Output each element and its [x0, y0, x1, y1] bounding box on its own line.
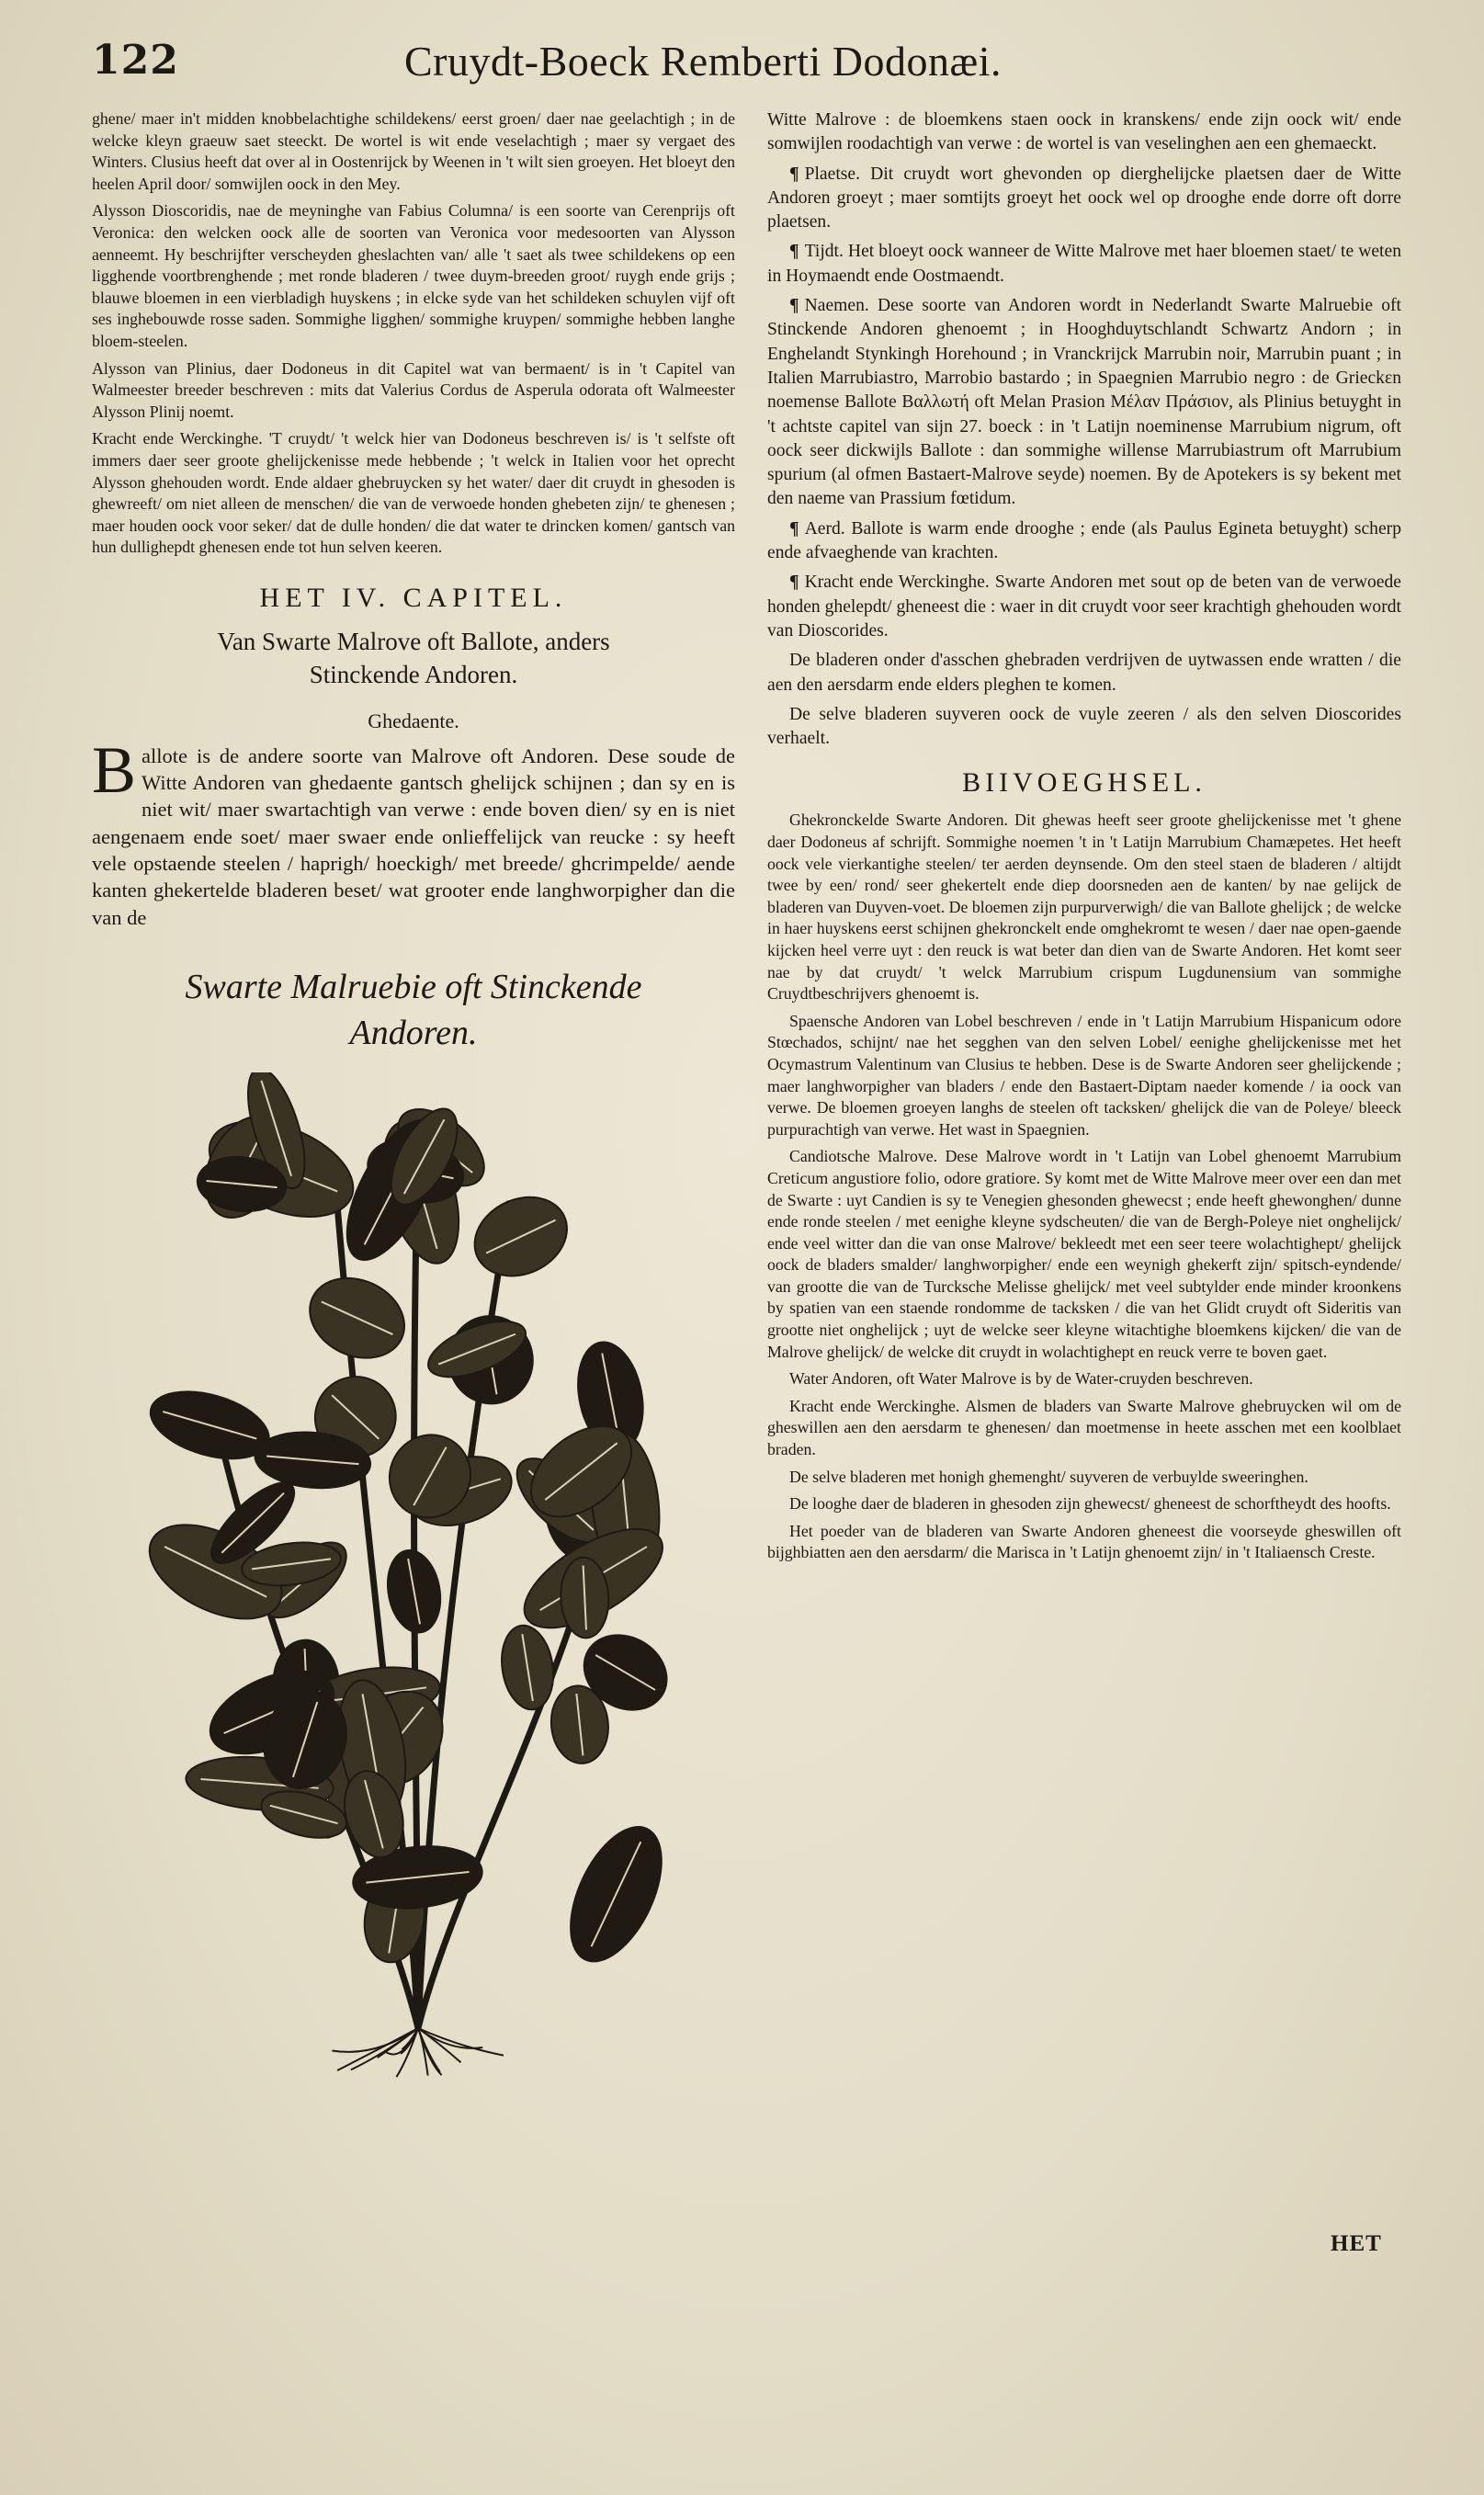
- plate-title: [92, 964, 735, 1056]
- plate-title-line-2: Andoren.: [349, 1013, 478, 1052]
- bijvoegsel-paragraph: De selve bladeren met honigh ghemenght/ suyveren de verbuylde sweeringhen.: [789, 1467, 1308, 1486]
- left-opening-text: [92, 108, 735, 559]
- left-paragraph: Kracht ende Werckinghe. 'T cruydt/ 't welck hier van Dodoneus beschreven is/ is 't selfste oft immers daer seer groote ghelijckenisse mede hebbende ; 't welck in Italien voor het oprecht Alysson ghehouden wordt. Ende aldaer ghebruycken sy het water/ daer dit cruydt in ghesoden is ghewreeft/ om niet alleen de menschen/ die van de verwoede honden ghebeten zijn/ te ghenesen ; maer houden oock voor seker/ dat de dulle honden/ die dat water te drincken komen/ gantsch van hun dullighepdt ghenesen ende tot hun selven keeren.: [92, 429, 735, 557]
- page-header: [92, 37, 1406, 101]
- right-paragraph: [767, 649, 1401, 697]
- bijvoegsel-heading: BIIVOEGHSEL.: [962, 767, 1206, 799]
- right-column: [767, 108, 1401, 1570]
- chapter-heading: HET IV. CAPITEL.: [259, 582, 568, 613]
- right-paragraph: [767, 240, 1401, 289]
- right-paragraph: [767, 294, 1401, 512]
- right-opening-text: Witte Malrove : de bloemkens staen oock in kranskens/ ende zijn oock wit/ ende somwijlen roodachtigh van verwe : de wortel is van veselinghen aen een ghemaeckt.: [767, 110, 1401, 154]
- right-paragraph-text: Plaetse. Dit cruydt wort ghevonden op dierghelijcke plaetsen daer de Witte Andoren groeyt ; maer somtijts groeyt het oock wel op drooghe ende dorre oft dorre plaetsen.: [767, 164, 1401, 232]
- bijvoegsel-paragraph: Spaensche Andoren van Lobel beschreven / ende in 't Latijn Marrubium Hispanicum odore Stœchados, schijnt/ nae het segghen van den selven Lobel/ eenighe ghelijckenisse met het Ocymastrum Valentinum van Clusius te hebben. Dese is de Swarte Andoren seer ghelijckende ; maer langhworpigher van bladers / ende den Bastaert-Diptam naeder komende / ia oock van verwe. De bloemen groeyen langhs de steelen oft tacksken/ ghelijck die van de Poleye/ bleeck purpurachtigh van verwe. Het wast in Spaegnien.: [767, 1011, 1401, 1139]
- section-ghedaente: Ghedaente.: [368, 709, 459, 732]
- right-paragraph-text: Aerd. Ballote is warm ende drooghe ; ende (als Paulus Egineta betuyght) scherp ende afvaeghende van krachten.: [767, 518, 1401, 563]
- right-paragraph: [767, 163, 1401, 235]
- right-paragraph-text: Kracht ende Werckinghe. Swarte Andoren met sout op de beten van de verwoede honden ghelepdt/ gheneest die : waer in dit cruydt voor seer krachtigh ghehouden wordt van Dioscorides.: [767, 573, 1401, 641]
- drop-capital: B: [92, 732, 137, 807]
- chapter-subtitle: [92, 625, 735, 691]
- page-number: 122: [92, 37, 179, 84]
- bijvoegsel-paragraph: Kracht ende Werckinghe. Alsmen de bladers van Swarte Malrove ghebruycken wil om de gheswillen aen den aersdarm te ghenesen/ dan moetmense in heete asschen met een koolblaet braden.: [767, 1396, 1401, 1459]
- right-paragraph: [767, 571, 1401, 643]
- bijvoegsel-paragraph: De looghe daer de bladeren in ghesoden zijn ghewecst/ gheneest de schorftheydt des hoofts.: [789, 1494, 1391, 1514]
- pilcrow-mark: ¶: [789, 573, 799, 593]
- plate-title-line-1: Swarte Malruebie oft Stinckende: [185, 967, 642, 1006]
- catchword: HET: [1331, 2231, 1382, 2256]
- right-paragraph-text: De bladeren onder d'asschen ghebraden verdrijven de uytwassen ende wratten / die aen den aersdarm ende elders pleghen te komen.: [767, 651, 1401, 695]
- bijvoegsel-paragraphs: [767, 810, 1401, 1564]
- bijvoegsel-paragraph: Het poeder van de bladeren van Swarte Andoren gheneest die voorseyde gheswillen oft bijghbiatten aen den aersdarm/ die Marisca in 't Latijn ghenoemt zijn/ in 't Italiaensch Creste.: [767, 1521, 1401, 1562]
- right-paragraph-text: De selve bladeren suyveren oock de vuyle zeeren / als den selven Dioscorides verhaelt.: [767, 704, 1401, 749]
- left-paragraph: ghene/ maer in't midden knobbelachtighe schildekens/ eerst groen/ daer nae geelachtigh ; in de welcke kleyn graeuw saet steeckt. De wortel is wit ende veselachtigh ; maer sy vergaet des Winters. Clusius heeft dat over al in Oostenrijck by Weenen in 't wilt sien groeyen. Het bloeyt den heelen April door/ somwijlen oock in den Mey.: [92, 109, 735, 193]
- left-paragraph: Alysson Dioscoridis, nae de meyninghe van Fabius Columna/ is een soorte van Cerenprijs oft Veronica: den welcken oock alle de soorten van Veronica voor medesoorten van Alysson aenneemt. Hy beschrijfter verscheyden gheslachten van/ alle 't saet als twee schildekens op een ligghende voortbrenghende ; met ronde bladeren / twee duym-breeden groot/ ruygh ende grijs ; blauwe bloemen in een vierbladigh huyskens ; in elcke syde van het schildeken schuylen vijf oft ses inghebouwde rosse saden. Sommighe ligghen/ sommighe kruypen/ sommighe hebben langhe bloem-steelen.: [92, 201, 735, 350]
- chapter-subtitle-line-1: Van Swarte Malrove oft Ballote, anders: [217, 627, 610, 655]
- right-paragraph: [767, 517, 1401, 566]
- pilcrow-mark: ¶: [789, 242, 799, 262]
- left-column: [92, 108, 735, 2083]
- left-paragraph: Alysson van Plinius, daer Dodoneus in dit Capitel wat van bermaent/ is in 't Capitel van Walmeester breeder beschreven : mits dat Valerius Cordus de Asperula odorata oft Walmeester Alysson Plinij noemt.: [92, 358, 735, 421]
- bijvoegsel-paragraph: Ghekronckelde Swarte Andoren. Dit ghewas heeft seer groote ghelijckenisse met 't ghene daer Dodoneus af schrijft. Sommighe noemen 't in 't Latijn Marrubium Chamæpetes. Het heeft oock vele vierkantighe steelen/ ter aerden deynsende. Om den steel staen de bladeren / altijdt twee by een/ rond/ seer ghekertelt ende diep doorsneden aen de kanten/ by nae gelijck de bladeren van Duyven-voet. De bloemen zijn purpurverwigh/ die van Ballote ghelijck ; de welcke in haer huyskens eerst schijnen ghekronckelt ende omghekromt te wesen / daer nae open-gaende kijcken heel verre uyt : den reuck is wat beter dan dien van de Swarte Andoren. Het komt seer nae by dat cruydt/ 't welck Marrubium crispum Lugdunensium van sommighe Cruydtbeschrijvers ghenoemt is.: [767, 811, 1401, 1004]
- pilcrow-mark: ¶: [789, 164, 799, 184]
- right-paragraphs: [767, 163, 1401, 752]
- bijvoegsel-paragraph: Candiotsche Malrove. Dese Malrove wordt in 't Latijn van Lobel ghenoemt Marrubium Creticum angustiore folio, odore gratiore. Sy komt met de Witte Malrove meer over een dan met de Swarte : uyt Candien is sy te Venegien ghesonden ghewecst ; ende heeft ghewonghen/ dunne ende ronde steelen / met eenighe kleyne sydscheuten/ die van de Bergh-Poleye niet onghelijck/ ende veel witter dan die van onse Malrove/ bekleedt met een seer teere wolachtighept/ ghelijck oock de bladers smalder/ langhworpigher/ ende een weynigh ghekerft zijn/ spitsch-eyndende/ van grootte die van de Turcksche Melisse ghelijck/ met veel subtylder ende minder kroonkens by spatien van een staende rondomme de tacksken / die van het Glidt cruydt oft Sideritis van grootte niet onghelijck ; uyt de welcke seer kleyne witachtighe bloemkens kijcken/ die van de Malrove ghelijck/ de welcke dit cruydt in wolachtighept en reuck verre te boven gaet.: [767, 1147, 1401, 1361]
- chapter-subtitle-line-2: Stinckende Andoren.: [309, 660, 518, 688]
- ghedaente-paragraph: [92, 732, 735, 931]
- pilcrow-mark: ¶: [789, 296, 799, 316]
- ballote-woodcut-illustration: [142, 1072, 694, 2083]
- right-paragraph: [767, 703, 1401, 752]
- running-title: Cruydt-Boeck Remberti Dodonæi.: [404, 38, 1002, 85]
- pilcrow-mark: ¶: [789, 518, 799, 539]
- ghedaente-text: allote is de andere soorte van Malrove oft Andoren. Dese soude de Witte Andoren van ghedaente gantsch ghelijck schijnen ; dan sy en is niet wit/ maer swartachtigh van verwe : ende boven dien/ sy en is niet aengenaem ende soet/ maer swaer ende onlieffelijck van reucke : sy heeft vele opstaende steelen / haprigh/ hoeckigh/ met breede/ ghcrimpelde/ aende kanten ghekertelde bladeren beset/ wat grooter ende langhworpigher dan die van de: [92, 743, 735, 929]
- right-paragraph-text: Naemen. Dese soorte van Andoren wordt in Nederlandt Swarte Malruebie oft Stinckende Andoren ghenoemt ; in Hooghduytschlandt Schwartz Andorn ; in Enghelandt Stynkingh Horehound ; in Vranckrijck Marrubin noir, Marrubin puant ; in Italien Marrubiastro, Marrobio bastardo ; in Spaegnien Marrubio negro : de Grieckεn noemense Ballote Βαλλωτή oft Melan Prasion Μέλαν Πράσιον, als Plinius betuyght in 't achtste capitel van sijn 27. boeck : in 't Latijn noeminense Marrubium nigrum, oft oock seer dickwijls Ballote : dan sommighe willense Marrubiastrum oft Marrubium spurium (al ofmen Bastaert-Malrove seyde) noemen. By de Apotekers is sy bekent met den naeme van Prassium fœtidum.: [767, 296, 1401, 509]
- right-paragraph-text: Tijdt. Het bloeyt oock wanneer de Witte Malrove met haer bloemen staet/ te weten in Hoymaendt ende Oostmaendt.: [767, 242, 1401, 286]
- bijvoegsel-paragraph: Water Andoren, oft Water Malrove is by de Water-cruyden beschreven.: [789, 1369, 1253, 1389]
